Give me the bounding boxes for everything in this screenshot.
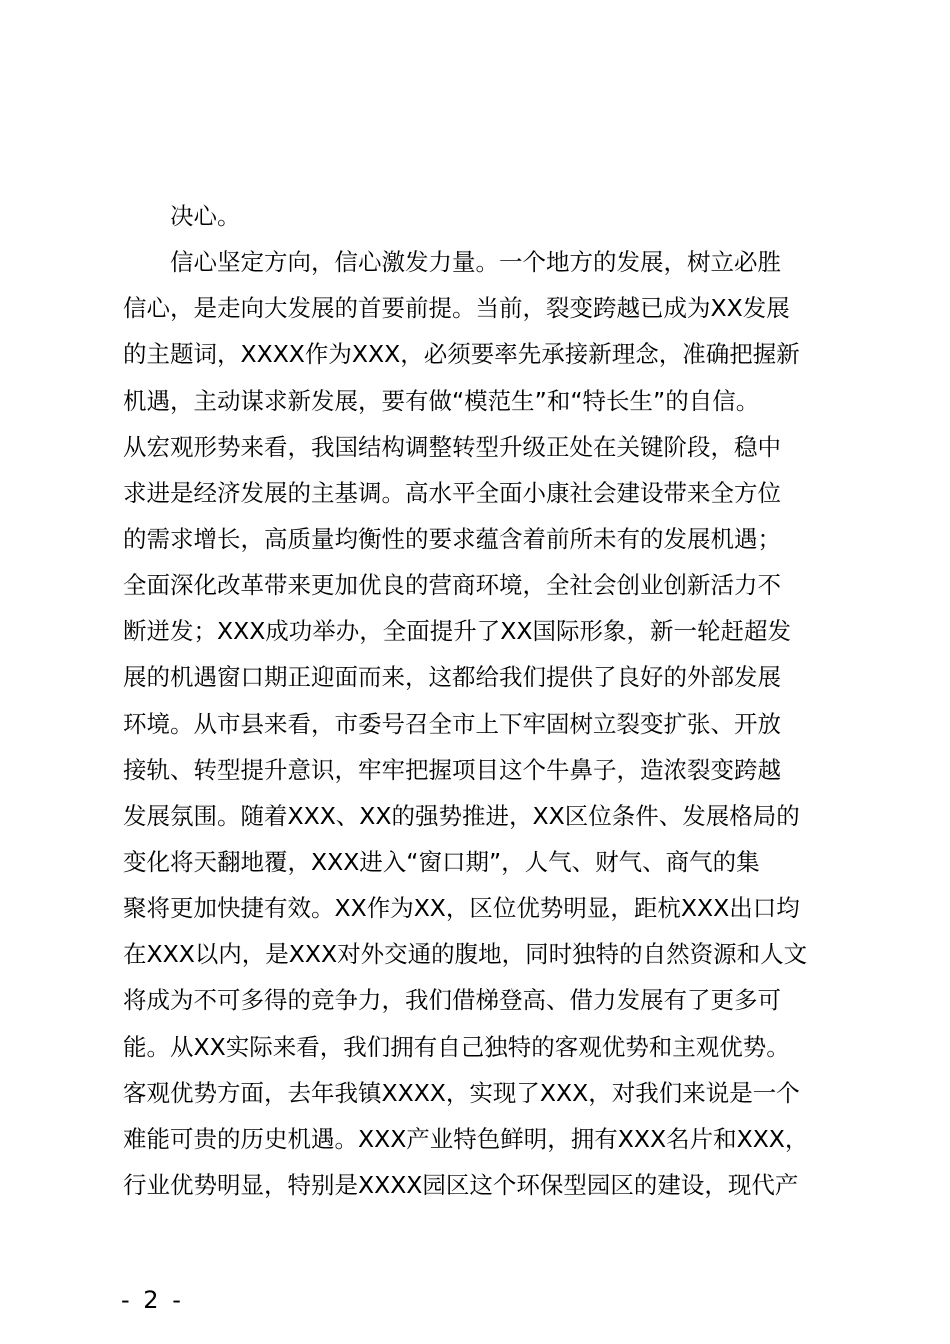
text-line: 将成为不可多得的竞争力，我们借梯登高、借力发展有了更多可: [123, 986, 781, 1015]
text-line: 发展氛围。随着XXX、XX的强势推进，XX区位条件、发展格局的: [123, 801, 800, 830]
text-line: 环境。从市县来看，市委号召全市上下牢固树立裂变扩张、开放: [123, 709, 781, 738]
text-line: 机遇，主动谋求新发展，要有做“模范生”和“特长生”的自信。: [123, 386, 760, 415]
text-line: 难能可贵的历史机遇。XXX产业特色鲜明，拥有XXX名片和XXX，: [123, 1124, 809, 1153]
document-body: [123, 193, 853, 1208]
text-line: 变化将天翻地覆，XXX进入“窗口期”，人气、财气、商气的集: [123, 847, 760, 876]
page-number: - 2 -: [121, 1286, 184, 1314]
text-line: 的需求增长，高质量均衡性的要求蕴含着前所未有的发展机遇；: [123, 524, 781, 553]
text-line: 信心坚定方向，信心激发力量。一个地方的发展，树立必胜: [170, 248, 781, 277]
text-line: 能。从XX实际来看，我们拥有自己独特的客观优势和主观优势。: [123, 1032, 790, 1061]
text-line: 聚将更加快捷有效。XX作为XX，区位优势明显，距杭XXX出口均: [123, 894, 800, 923]
text-line: 客观优势方面，去年我镇XXXX，实现了XXX，对我们来说是一个: [123, 1078, 800, 1107]
text-line: 从宏观形势来看，我国结构调整转型升级正处在关键阶段，稳中: [123, 432, 781, 461]
text-line: 求进是经济发展的主基调。高水平全面小康社会建设带来全方位: [123, 478, 781, 507]
text-line: 决心。: [170, 202, 241, 230]
text-line: 全面深化改革带来更加优良的营商环境，全社会创业创新活力不: [123, 571, 781, 600]
text-line: 行业优势明显，特别是XXXX园区这个环保型园区的建设，现代产: [123, 1170, 799, 1199]
text-line: 在XXX以内，是XXX对外交通的腹地，同时独特的自然资源和人文: [123, 940, 808, 969]
text-line: 接轨、转型提升意识，牢牢把握项目这个牛鼻子，造浓裂变跨越: [123, 755, 781, 784]
text-line: 信心，是走向大发展的首要前提。当前，裂变跨越已成为XX发展: [123, 294, 790, 323]
text-line: 断迸发；XXX成功举办，全面提升了XX国际形象，新一轮赶超发: [123, 617, 791, 646]
text-line: 展的机遇窗口期正迎面而来，这都给我们提供了良好的外部发展: [123, 663, 781, 692]
text-line: 的主题词，XXXX作为XXX，必须要率先承接新理念，准确把握新: [123, 340, 800, 369]
